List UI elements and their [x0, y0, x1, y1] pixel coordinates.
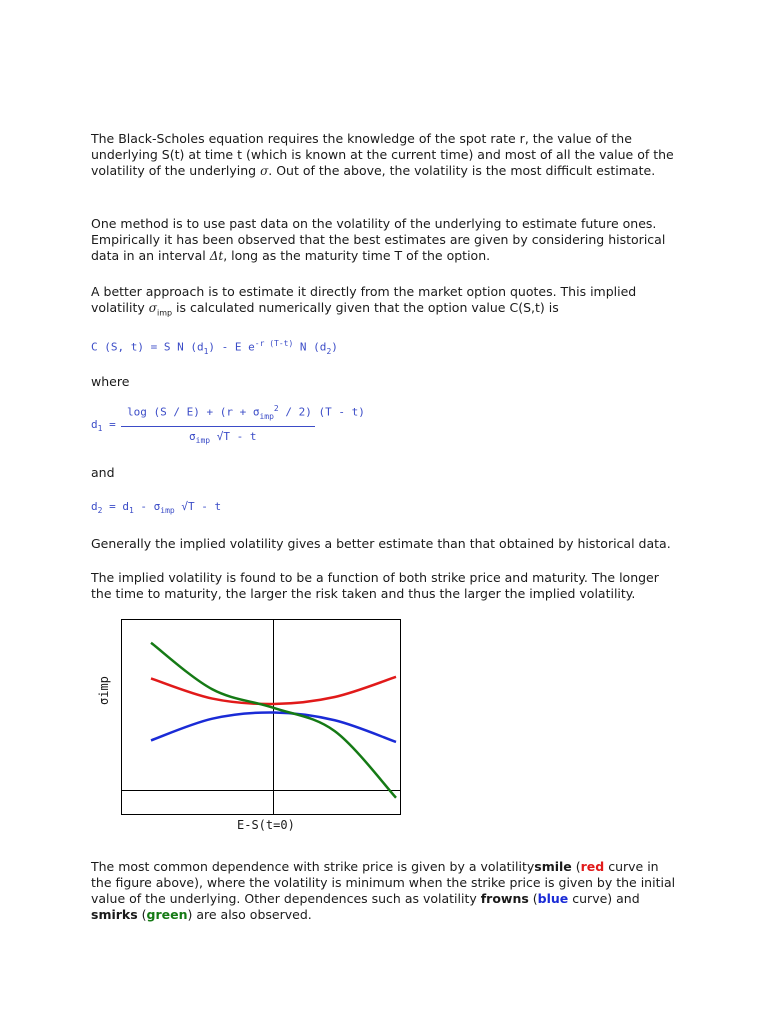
- eq-text: d: [91, 500, 98, 513]
- text: The most common dependence with strike price is given by a volatility: [91, 859, 535, 874]
- sigma-symbol: σ: [148, 301, 157, 315]
- term-red: red: [580, 859, 605, 874]
- subscript: 2: [326, 346, 332, 356]
- eq-text: ): [331, 340, 338, 354]
- delta-t-symbol: Δt: [209, 249, 224, 263]
- text: The Black-Scholes equation requires the knowledge of the spot rate r, the value of the underlying S(t) at time t (which is known at the current time) and most of all the value of the volatility of the underlying: [91, 131, 674, 178]
- volatility-chart: [121, 615, 401, 815]
- eq-text: √T - t: [210, 430, 257, 443]
- eq-lhs: [91, 418, 116, 433]
- eq-text: - σ: [133, 500, 161, 513]
- superscript: -r (T-t): [254, 339, 294, 348]
- eq-denominator: [189, 430, 256, 445]
- eq-text: =: [102, 418, 116, 431]
- eq-text: d: [91, 418, 98, 431]
- fraction-bar: [121, 426, 315, 427]
- text: curve) and: [568, 891, 640, 906]
- eq-text: N (d: [293, 340, 327, 354]
- subscript: imp: [195, 436, 211, 446]
- eq-text: ) - E e: [208, 340, 255, 354]
- subscript: 1: [97, 424, 103, 434]
- text: (: [571, 859, 581, 874]
- chart-ylabel: σimp: [97, 676, 111, 705]
- term-smile: smile: [534, 859, 572, 874]
- term-green: green: [146, 907, 188, 922]
- eq-text: = d: [102, 500, 129, 513]
- eq-text: σ: [189, 430, 196, 443]
- equation-d2: [91, 500, 221, 515]
- subscript: 2: [97, 506, 103, 516]
- paragraph-generally: Generally the implied volatility gives a better estimate than that obtained by historical data.: [91, 536, 671, 551]
- subscript: imp: [156, 308, 173, 318]
- text: (: [528, 891, 538, 906]
- paragraph-maturity: The implied volatility is found to be a function of both strike price and maturity. The longer the time to maturity, the larger the risk taken and thus the larger the implied volatility.: [91, 570, 659, 601]
- text: One method is to use past data on the volatility of the underlying to estimate future ones. Empirically it has been observed that the best estimates are given by considering historical data in an interval: [91, 216, 666, 263]
- chart-frame: [122, 620, 401, 815]
- eq-text: log (S / E) + (r + σ: [127, 405, 260, 419]
- chart-xlabel: E-S(t=0): [237, 818, 295, 832]
- text: A better approach is to estimate it directly from the market option quotes. This implied volatility: [91, 284, 637, 315]
- label-where: where: [91, 374, 130, 389]
- text: curve in the figure above), where the volatility is minimum when the strike price is given by the initial value of the underlying. Other dependences such as volatility: [91, 859, 676, 906]
- eq-numerator: [127, 404, 365, 421]
- paragraph-intro: [91, 131, 681, 179]
- text: (: [137, 907, 147, 922]
- text: is calculated numerically given that the option value C(S,t) is: [172, 300, 559, 315]
- superscript: 2: [273, 404, 279, 413]
- eq-text: / 2) (T - t): [278, 405, 365, 419]
- eq-text: √T - t: [174, 500, 222, 513]
- text: , long as the maturity time T of the option.: [223, 248, 491, 263]
- term-frowns: frowns: [480, 891, 529, 906]
- label-and: and: [91, 465, 115, 480]
- paragraph-smile: [91, 859, 681, 923]
- equation-option-value: [91, 339, 338, 356]
- subscript: 1: [203, 346, 209, 356]
- subscript: imp: [259, 411, 274, 421]
- subscript: 1: [128, 506, 134, 516]
- sigma-symbol: σ: [260, 164, 269, 178]
- term-blue: blue: [537, 891, 569, 906]
- text: ) are also observed.: [187, 907, 312, 922]
- eq-text: C (S, t) = S N (d: [91, 340, 204, 354]
- term-smirks: smirks: [91, 907, 138, 922]
- paragraph-historical: [91, 216, 681, 264]
- subscript: imp: [160, 506, 175, 516]
- paragraph-implied: [91, 284, 681, 322]
- text: . Out of the above, the volatility is the most difficult estimate.: [268, 163, 656, 178]
